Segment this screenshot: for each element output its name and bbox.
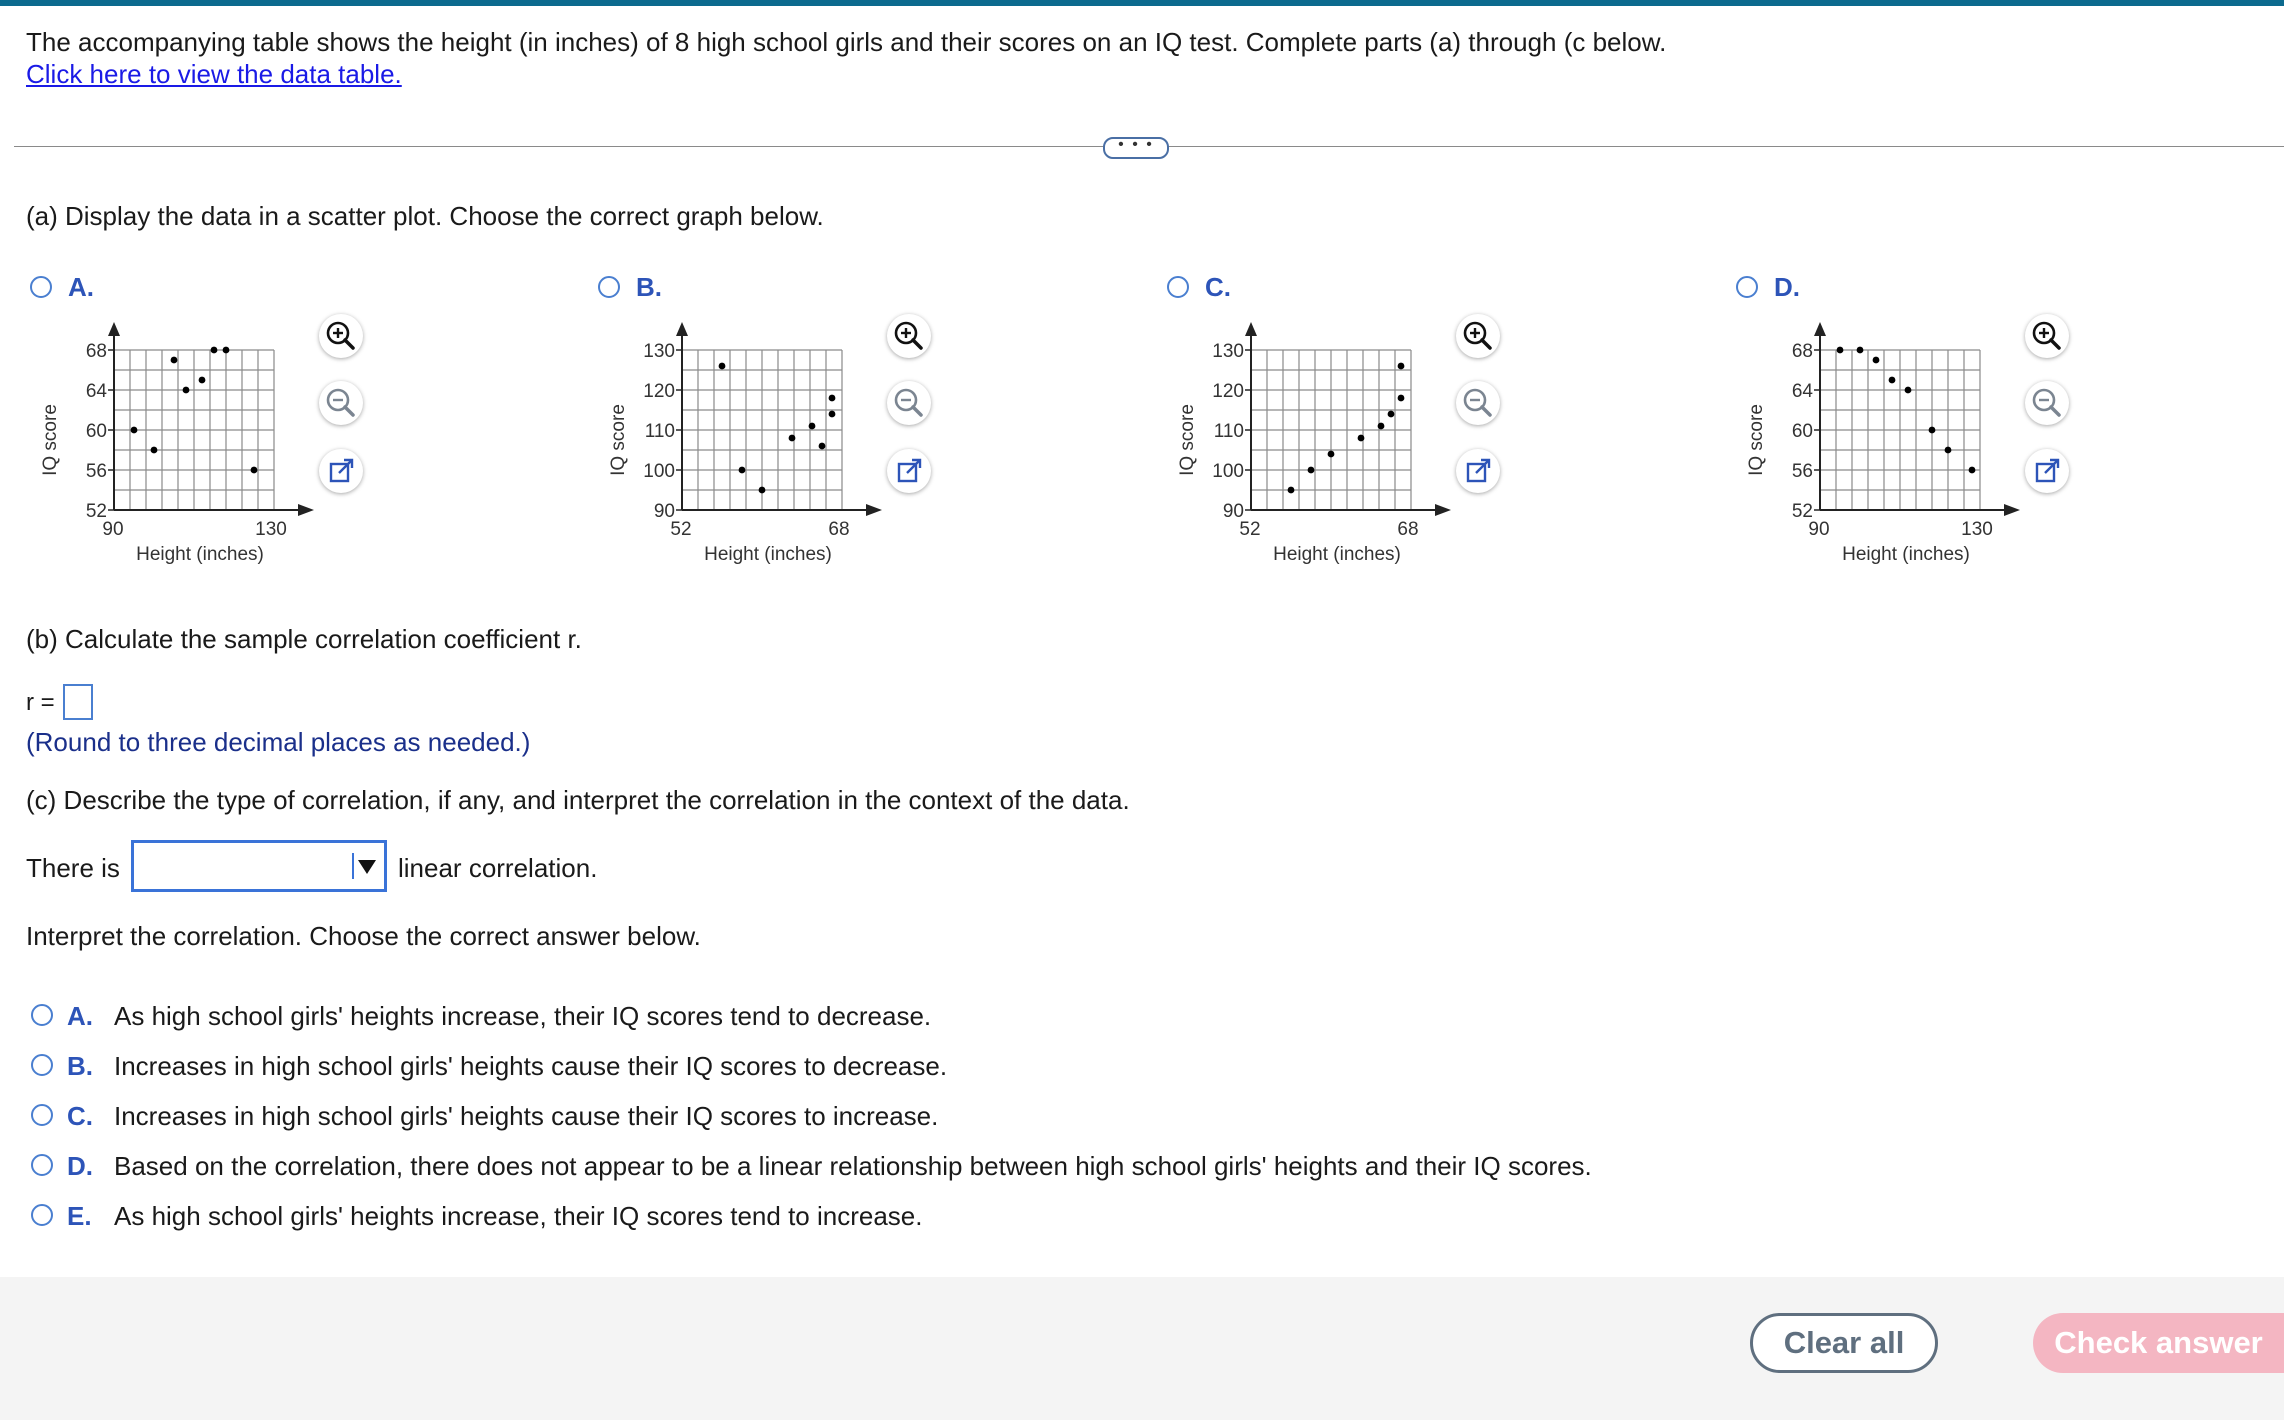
data-point — [1857, 347, 1864, 354]
data-point — [759, 487, 766, 494]
scatter-plot-c-svg — [1163, 310, 1463, 570]
scatter-plot-b — [594, 310, 894, 570]
y-tick-label: 60 — [1791, 421, 1813, 442]
x-axis-label: Height (inches) — [1842, 544, 1970, 565]
data-point — [211, 347, 218, 354]
data-point — [1837, 347, 1844, 354]
expand-more-button[interactable]: • • • — [1103, 137, 1169, 159]
interpret-radio-c[interactable] — [31, 1104, 53, 1126]
interpret-letter-c: C. — [67, 1101, 93, 1131]
scatter-plot-d-svg — [1732, 310, 2032, 570]
zoom-out-button[interactable] — [1456, 381, 1500, 425]
data-point — [1873, 357, 1880, 364]
data-point — [1288, 487, 1295, 494]
y-tick-label: 68 — [1791, 341, 1813, 362]
radio-option-c[interactable] — [1167, 276, 1189, 298]
popout-button[interactable] — [319, 449, 363, 493]
x-tick-label: 90 — [1808, 519, 1830, 540]
popout-button[interactable] — [2025, 449, 2069, 493]
y-tick-label: 64 — [1791, 381, 1813, 402]
data-point — [1358, 435, 1365, 442]
option-letter-a: A. — [68, 272, 94, 302]
zoom-out-icon — [887, 381, 931, 425]
y-tick-label: 90 — [653, 501, 675, 522]
intro-text: The accompanying table shows the height (in inches) of 8 high school girls and their scores on an IQ test. Complete parts (a) through (c below. — [26, 27, 1667, 57]
x-tick-label: 130 — [1961, 519, 1993, 540]
interpret-choice-text-c: Increases in high school girls' heights cause their IQ scores to increase. — [114, 1101, 939, 1131]
interpret-letter-d: D. — [67, 1151, 93, 1181]
y-axis-arrow-icon — [108, 322, 120, 336]
y-tick-label: 130 — [643, 341, 675, 362]
scatter-plot-c — [1163, 310, 1463, 570]
interpret-letter-e: E. — [67, 1201, 92, 1231]
data-point — [1969, 467, 1976, 474]
zoom-out-button[interactable] — [2025, 381, 2069, 425]
correlation-type-dropdown[interactable] — [131, 840, 387, 892]
scatter-plot-d — [1732, 310, 2032, 570]
scatter-plot-a-svg — [26, 310, 326, 570]
interpret-choice-text-d: Based on the correlation, there does not appear to be a linear relationship between high school girls' heights and their IQ scores. — [114, 1151, 1592, 1181]
data-point — [1378, 423, 1385, 430]
x-tick-label: 52 — [670, 519, 692, 540]
zoom-out-button[interactable] — [319, 381, 363, 425]
data-point — [1398, 363, 1405, 370]
radio-option-b[interactable] — [598, 276, 620, 298]
x-tick-label: 90 — [102, 519, 124, 540]
zoom-in-button[interactable] — [887, 314, 931, 358]
interpret-radio-a[interactable] — [31, 1004, 53, 1026]
data-point — [1889, 377, 1896, 384]
y-tick-label: 100 — [1212, 461, 1244, 482]
y-tick-label: 60 — [85, 421, 107, 442]
interpret-radio-b[interactable] — [31, 1054, 53, 1076]
y-tick-label: 52 — [1791, 501, 1813, 522]
y-tick-label: 56 — [85, 461, 107, 482]
y-tick-label: 64 — [85, 381, 107, 402]
y-tick-label: 120 — [1212, 381, 1244, 402]
part-b-prompt: (b) Calculate the sample correlation coefficient r. — [26, 624, 582, 654]
interpret-radio-d[interactable] — [31, 1154, 53, 1176]
x-tick-label: 68 — [828, 519, 850, 540]
clear-all-button[interactable]: Clear all — [1750, 1313, 1938, 1373]
zoom-out-icon — [1456, 381, 1500, 425]
check-answer-button[interactable]: Check answer — [2033, 1313, 2284, 1373]
chevron-down-icon[interactable] — [352, 853, 380, 879]
x-tick-label: 52 — [1239, 519, 1261, 540]
rounding-note: (Round to three decimal places as needed.) — [26, 727, 531, 757]
data-point — [183, 387, 190, 394]
y-axis-arrow-icon — [1814, 322, 1826, 336]
data-point — [1945, 447, 1952, 454]
external-link-icon — [887, 449, 931, 493]
radio-option-a[interactable] — [30, 276, 52, 298]
zoom-in-icon — [2025, 314, 2069, 358]
x-axis-arrow-icon — [2004, 504, 2020, 516]
data-point — [171, 357, 178, 364]
interpret-choice-text-a: As high school girls' heights increase, their IQ scores tend to decrease. — [114, 1001, 932, 1031]
zoom-in-button[interactable] — [1456, 314, 1500, 358]
data-point — [809, 423, 816, 430]
y-axis-arrow-icon — [1245, 322, 1257, 336]
there-is-label: There is — [26, 853, 120, 883]
y-axis-label: IQ score — [608, 404, 629, 476]
y-tick-label: 90 — [1222, 501, 1244, 522]
external-link-icon — [2025, 449, 2069, 493]
y-tick-label: 110 — [644, 421, 675, 442]
y-tick-label: 68 — [85, 341, 107, 362]
view-data-table-link[interactable]: Click here to view the data table. — [26, 59, 402, 89]
top-accent-bar — [0, 0, 2284, 6]
zoom-in-icon — [1456, 314, 1500, 358]
interpret-prompt: Interpret the correlation. Choose the correct answer below. — [26, 921, 701, 951]
x-axis-label: Height (inches) — [1273, 544, 1401, 565]
data-point — [199, 377, 206, 384]
zoom-in-button[interactable] — [319, 314, 363, 358]
data-point — [151, 447, 158, 454]
data-point — [1398, 395, 1405, 402]
y-tick-label: 120 — [643, 381, 675, 402]
zoom-in-icon — [887, 314, 931, 358]
data-point — [829, 411, 836, 418]
zoom-in-icon — [319, 314, 363, 358]
footer-bar — [0, 1277, 2284, 1420]
interpret-choice-text-e: As high school girls' heights increase, their IQ scores tend to increase. — [114, 1201, 923, 1231]
zoom-out-button[interactable] — [887, 381, 931, 425]
interpret-choice-text-b: Increases in high school girls' heights cause their IQ scores to decrease. — [114, 1051, 948, 1081]
y-axis-arrow-icon — [676, 322, 688, 336]
data-point — [739, 467, 746, 474]
zoom-out-icon — [2025, 381, 2069, 425]
data-point — [719, 363, 726, 370]
zoom-out-icon — [319, 381, 363, 425]
interpret-radio-e[interactable] — [31, 1204, 53, 1226]
data-point — [251, 467, 258, 474]
y-tick-label: 56 — [1791, 461, 1813, 482]
x-axis-arrow-icon — [866, 504, 882, 516]
x-tick-label: 68 — [1397, 519, 1419, 540]
interpret-letter-a: A. — [67, 1001, 93, 1031]
part-a-prompt: (a) Display the data in a scatter plot. Choose the correct graph below. — [26, 201, 824, 231]
data-point — [1308, 467, 1315, 474]
y-tick-label: 52 — [85, 501, 107, 522]
data-point — [223, 347, 230, 354]
option-letter-d: D. — [1774, 272, 1800, 302]
option-letter-b: B. — [636, 272, 662, 302]
y-axis-label: IQ score — [40, 404, 61, 476]
data-point — [1388, 411, 1395, 418]
scatter-plot-a — [26, 310, 326, 570]
popout-button[interactable] — [1456, 449, 1500, 493]
data-point — [1905, 387, 1912, 394]
x-axis-arrow-icon — [298, 504, 314, 516]
r-answer-input[interactable] — [63, 684, 93, 720]
data-point — [1328, 451, 1335, 458]
external-link-icon — [1456, 449, 1500, 493]
x-tick-label: 130 — [255, 519, 287, 540]
external-link-icon — [319, 449, 363, 493]
data-point — [789, 435, 796, 442]
part-c-prompt: (c) Describe the type of correlation, if any, and interpret the correlation in the context of the data. — [26, 785, 1130, 815]
option-letter-c: C. — [1205, 272, 1231, 302]
data-point — [1929, 427, 1936, 434]
data-point — [819, 443, 826, 450]
x-axis-label: Height (inches) — [136, 544, 264, 565]
radio-option-d[interactable] — [1736, 276, 1758, 298]
y-tick-label: 100 — [643, 461, 675, 482]
data-point — [829, 395, 836, 402]
r-label: r = — [26, 689, 55, 716]
popout-button[interactable] — [887, 449, 931, 493]
linear-correlation-label: linear correlation. — [398, 853, 598, 883]
y-axis-label: IQ score — [1746, 404, 1767, 476]
interpret-letter-b: B. — [67, 1051, 93, 1081]
data-point — [131, 427, 138, 434]
y-axis-label: IQ score — [1177, 404, 1198, 476]
y-tick-label: 130 — [1212, 341, 1244, 362]
x-axis-label: Height (inches) — [704, 544, 832, 565]
zoom-in-button[interactable] — [2025, 314, 2069, 358]
y-tick-label: 110 — [1213, 421, 1244, 442]
scatter-plot-b-svg — [594, 310, 894, 570]
x-axis-arrow-icon — [1435, 504, 1451, 516]
